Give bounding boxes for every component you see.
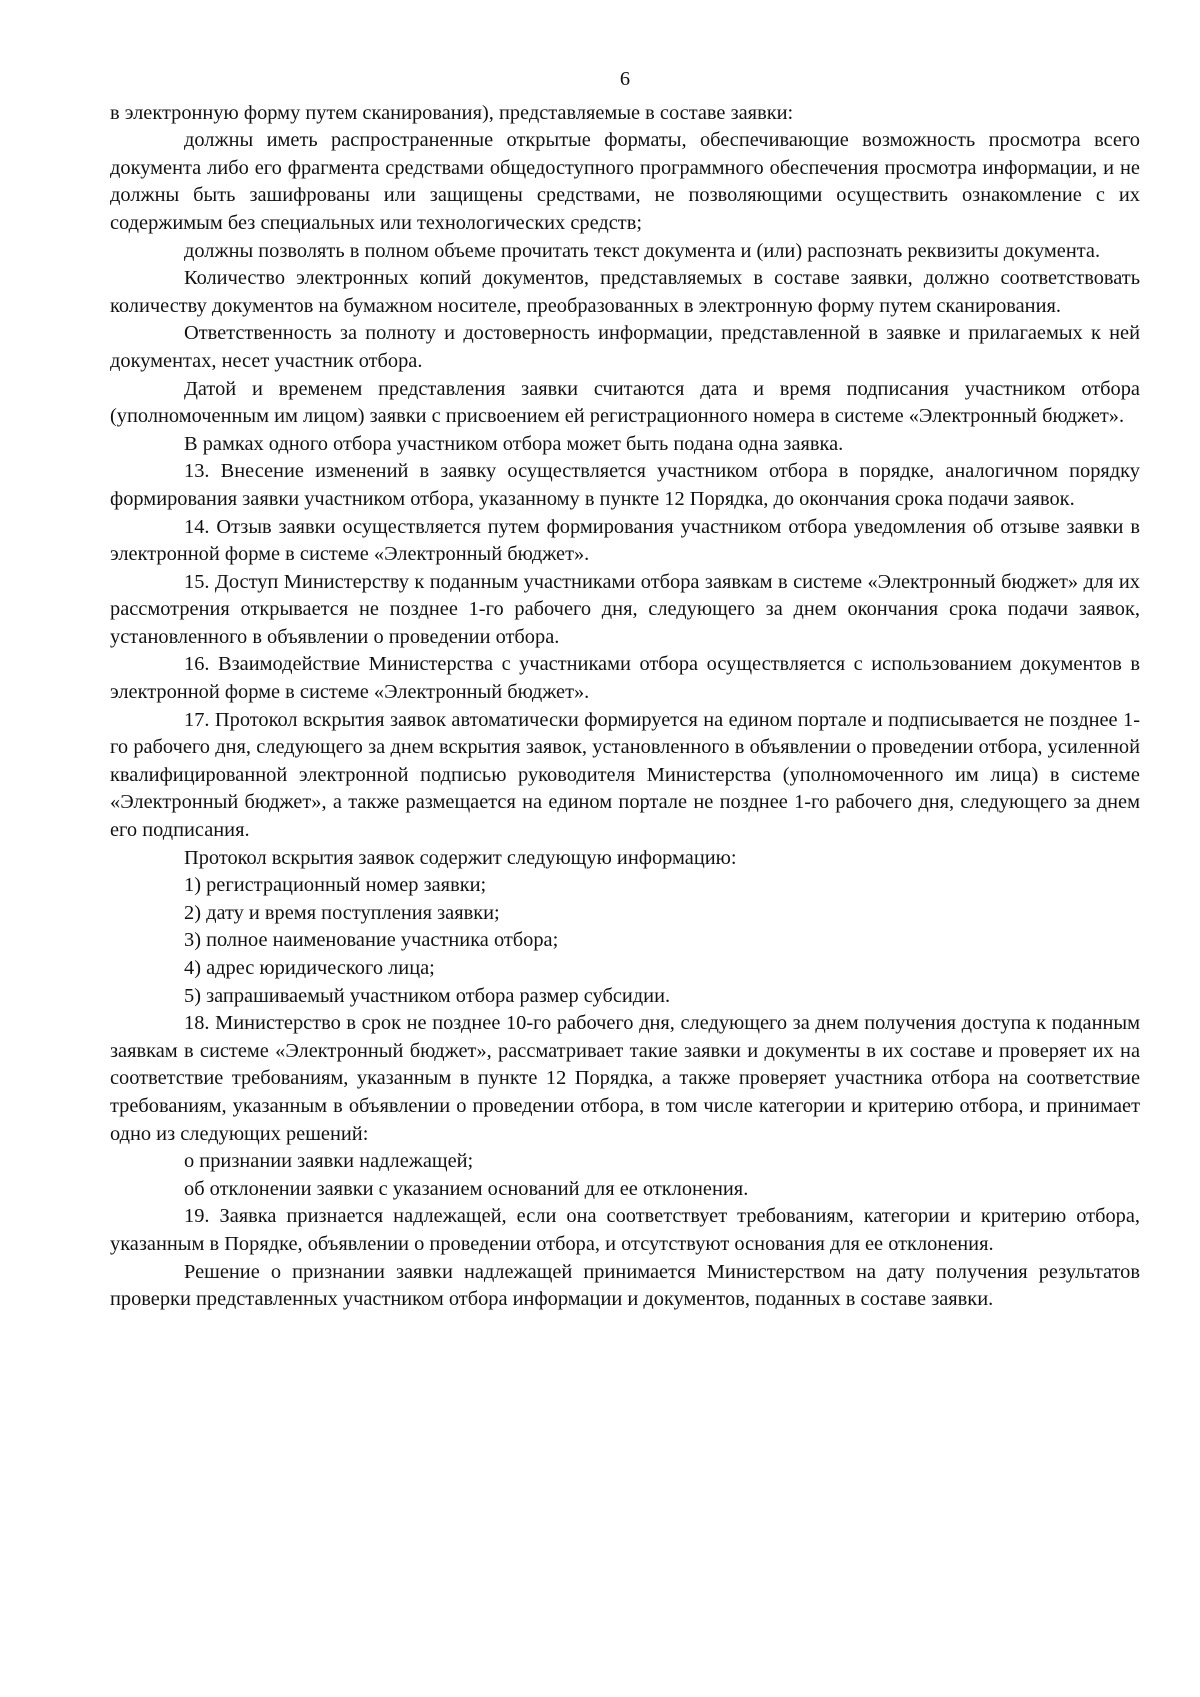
list-item: 5) запрашиваемый участником отбора размер субсидии. — [184, 984, 671, 1007]
paragraph: должны позволять в полном объеме прочитать текст документа и (или) распознать реквизиты документа. — [184, 239, 1101, 262]
paragraph: Количество электронных копий документов, представляемых в составе заявки, должно соответствовать количеству документов на бумажном носителе, преобразованных в электронную форму путем сканирования. — [110, 267, 1140, 317]
paragraph: Ответственность за полноту и достоверность информации, представленной в заявке и прилагаемых к ней документах, несет участник отбора. — [110, 322, 1140, 372]
list-item: 1) регистрационный номер заявки; — [184, 874, 487, 897]
clause-14: 14. Отзыв заявки осуществляется путем формирования участником отбора уведомления об отзыве заявки в электронной форме в системе «Электронный бюджет». — [110, 515, 1140, 566]
clause-13: 13. Внесение изменений в заявку осуществляется участником отбора в порядке, аналогичном порядку формирования заявки участником отбора, указанному в пункте 12 Порядка, до окончания срока подачи заявок. — [110, 460, 1140, 510]
list-item: 2) дату и время поступления заявки; — [184, 901, 500, 924]
paragraph: в электронную форму путем сканирования), представляемые в составе заявки: — [110, 101, 794, 124]
paragraph: должны иметь распространенные открытые форматы, обеспечивающие возможность просмотра всего документа либо его фрагмента средствами общедоступного программного обеспечения просмотра информации, и не должны быть зашифрованы или защищены средствами, не позволяющими осуществить ознакомление с их содержимым без специальных или технологических средств; — [110, 129, 1140, 234]
clause-18: 18. Министерство в срок не позднее 10-го рабочего дня, следующего за днем получения доступа к поданным заявкам в системе «Электронный бюджет», рассматривает такие заявки и документы в их составе и проверяет их на соответствие требованиям, указанным в пункте 12 Порядка, а также проверяет участника отбора на соответствие требованиям, указанным в объявлении о проведении отбора, в том числе категории и критерию отбора, и принимает одно из следующих решений: — [110, 1012, 1140, 1145]
clause-17: 17. Протокол вскрытия заявок автоматически формируется на едином портале и подписывается не позднее 1-го рабочего дня, следующего за днем вскрытия заявок, установленного в объявлении о проведении отбора, усиленной квалифицированной электронной подписью руководителя Министерства (уполномоченного им лица) в системе «Электронный бюджет», а также размещается на едином портале не позднее 1-го рабочего дня, следующего за днем его подписания. — [110, 708, 1140, 842]
paragraph: Протокол вскрытия заявок содержит следующую информацию: — [184, 846, 737, 869]
clause-16: 16. Взаимодействие Министерства с участниками отбора осуществляется с использованием документов в электронной форме в системе «Электронный бюджет». — [110, 653, 1140, 704]
document-page — [110, 66, 1140, 1314]
list-item: о признании заявки надлежащей; — [184, 1150, 474, 1173]
list-item: 3) полное наименование участника отбора; — [184, 929, 559, 952]
page-number: 6 — [619, 68, 631, 90]
list-item: об отклонении заявки с указанием оснований для ее отклонения. — [184, 1177, 749, 1200]
paragraph: Решение о признании заявки надлежащей принимается Министерством на дату получения результатов проверки представленных участником отбора информации и документов, поданных в составе заявки. — [110, 1260, 1140, 1311]
paragraph: В рамках одного отбора участником отбора может быть подана одна заявка. — [184, 432, 844, 455]
clause-19: 19. Заявка признается надлежащей, если она соответствует требованиям, категории и критерию отбора, указанным в Порядке, объявлении о проведении отбора, и отсутствуют основания для ее отклонения. — [110, 1205, 1140, 1255]
list-item: 4) адрес юридического лица; — [184, 957, 435, 979]
clause-15: 15. Доступ Министерству к поданным участниками отбора заявкам в системе «Электронный бюджет» для их рассмотрения открывается не позднее 1-го рабочего дня, следующего за днем окончания срока подачи заявок, установленного в объявлении о проведении отбора. — [110, 570, 1140, 648]
paragraph: Датой и временем представления заявки считаются дата и время подписания участником отбора (уполномоченным им лицом) заявки с присвоением ей регистрационного номера в системе «Электронный бюджет». — [110, 377, 1140, 428]
